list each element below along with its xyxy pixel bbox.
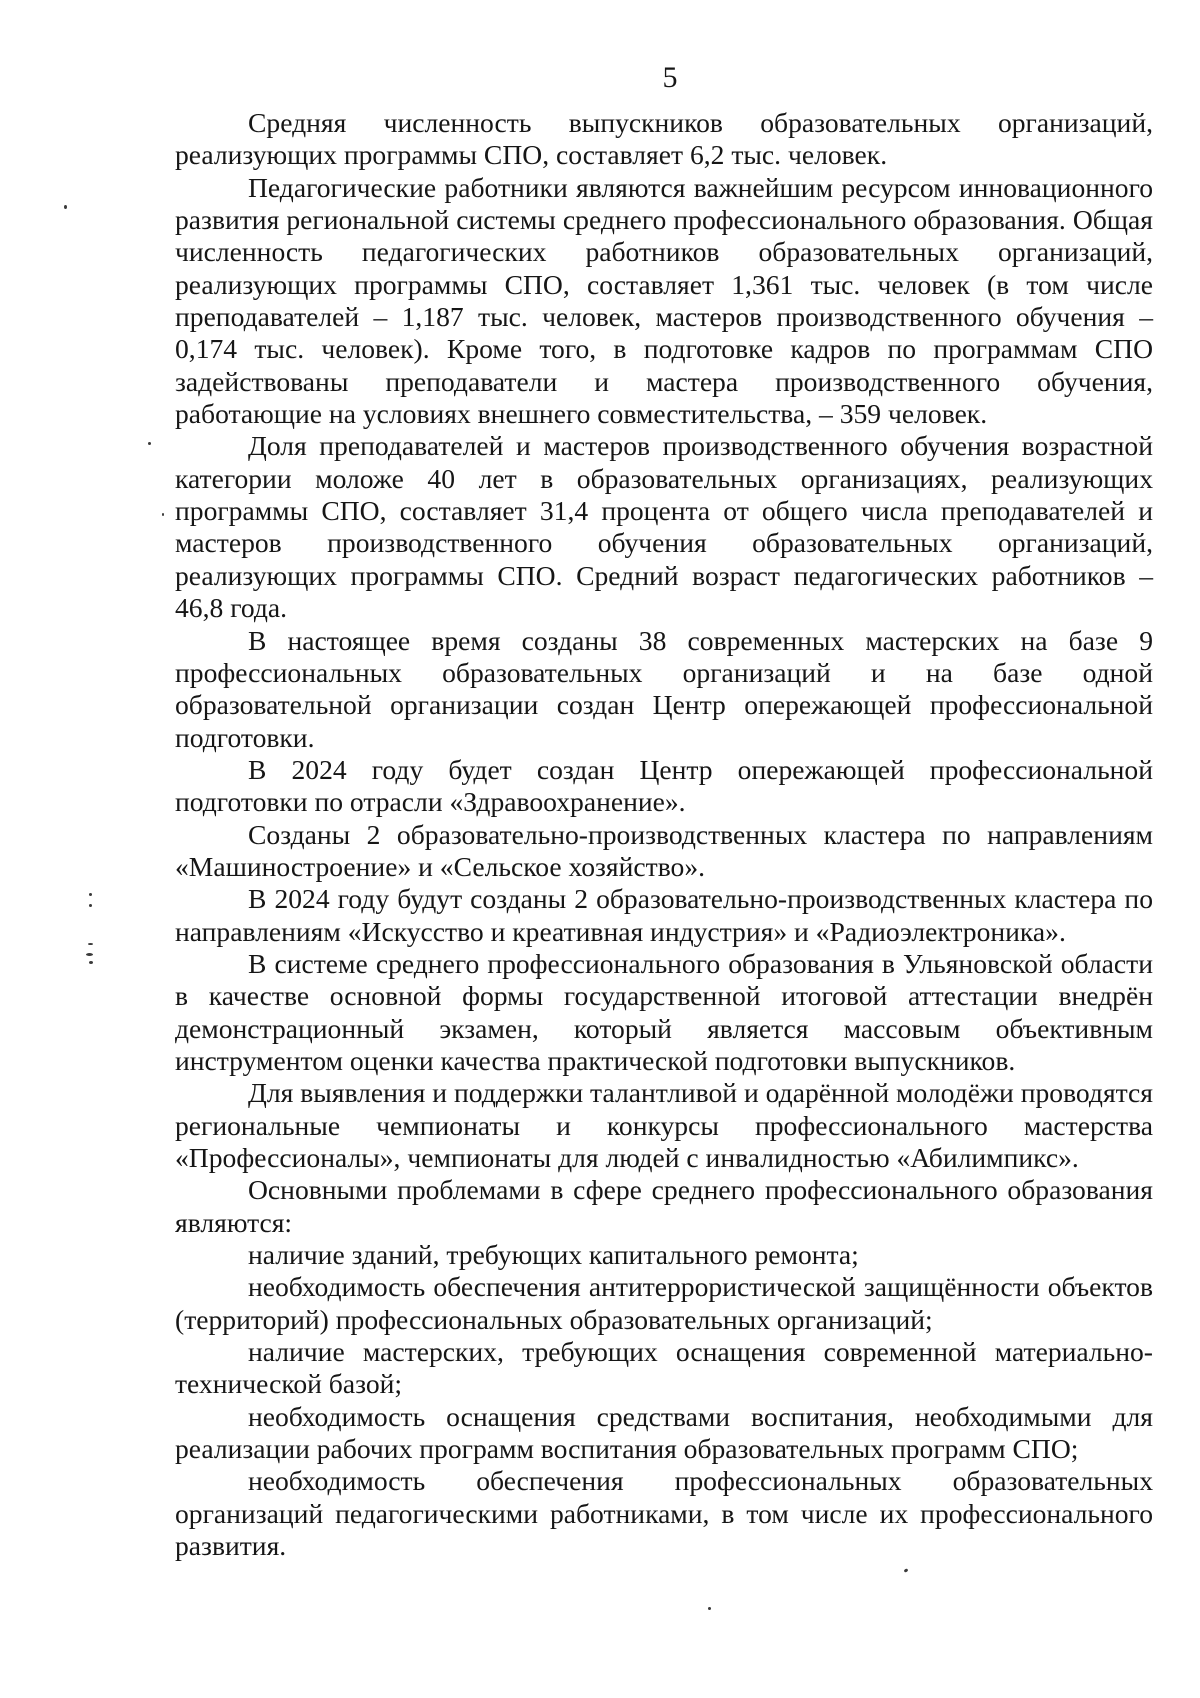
paragraph-demo-exam: В системе среднего профессионального образования в Ульяновской области в качестве основной формы государственной итоговой аттестации внедрён демонстрационный экзамен, который является массовым объективным инструментом оценки качества практической подготовки выпускников. xyxy=(175,947,1153,1076)
page-number: 5 xyxy=(662,61,678,94)
scan-speck xyxy=(64,205,67,209)
scan-speck xyxy=(708,1607,711,1610)
list-item-upbringing-tools: необходимость оснащения средствами воспитания, необходимыми для реализации рабочих программ воспитания образовательных программ СПО; xyxy=(175,1400,1153,1465)
paragraph-championships: Для выявления и поддержки талантливой и одарённой молодёжи проводятся региональные чемпионаты и конкурсы профессионального мастерства «Профессионалы», чемпионаты для людей с инвалидностью «Абилимпикс». xyxy=(175,1077,1153,1173)
paragraph-problems-intro: Основными проблемами в сфере среднего профессионального образования являются: xyxy=(175,1174,1153,1238)
paragraph-clusters-planned: В 2024 году будут созданы 2 образовательно-производственных кластера по направлениям «Искусство и креативная индустрия» и «Радиоэлектроника». xyxy=(175,883,1153,947)
paragraph-healthcare-center: В 2024 году будет создан Центр опережающей профессиональной подготовки по отрасли «Здравоохранение». xyxy=(175,753,1153,818)
scan-speck xyxy=(86,953,93,956)
list-item-workshops: наличие мастерских, требующих оснащения современной материально-технической базой; xyxy=(175,1336,1153,1400)
document-body xyxy=(175,107,1153,1562)
scan-speck xyxy=(904,1568,909,1573)
scan-speck xyxy=(148,442,151,445)
scan-speck xyxy=(88,943,93,945)
list-item-security: необходимость обеспечения антитеррористической защищённости объектов (территорий) профессиональных образовательных организаций; xyxy=(175,1271,1153,1335)
paragraph-teaching-staff: Педагогические работники являются важнейшим ресурсом инновационного развития региональной системы среднего профессионального образования. Общая численность педагогических работников образовательных организаций, реализующих программы СПО, составляет 1,361 тыс. человек (в том числе преподавателей – 1,187 тыс. человек, мастеров производственного обучения – 0,174 тыс. человек). Кроме того, в подготовке кадров по программам СПО задействованы преподаватели и мастера производственного обучения, работающие на условиях внешнего совместительства, – 359 человек. xyxy=(175,171,1153,430)
scan-speck xyxy=(89,893,92,896)
scan-speck xyxy=(89,961,93,964)
paragraph-staff-age: Доля преподавателей и мастеров производственного обучения возрастной категории моложе 40 лет в образовательных организациях, реализующих программы СПО, составляет 31,4 процента от общего числа преподавателей и мастеров производственного обучения образовательных организаций, реализующих программы СПО. Средний возраст педагогических работников – 46,8 года. xyxy=(175,430,1153,624)
paragraph-graduates: Средняя численность выпускников образовательных организаций, реализующих программы СПО, составляет 6,2 тыс. человек. xyxy=(175,107,1153,171)
paragraph-workshops: В настоящее время созданы 38 современных мастерских на базе 9 профессиональных образовательных организаций и на базе одной образовательной организации создан Центр опережающей профессиональной подготовки. xyxy=(175,624,1153,753)
paragraph-clusters-created: Созданы 2 образовательно-производственных кластера по направлениям «Машиностроение» и «Сельское хозяйство». xyxy=(175,818,1153,882)
list-item-buildings: наличие зданий, требующих капитального ремонта; xyxy=(248,1239,859,1271)
list-item-staffing: необходимость обеспечения профессиональных образовательных организаций педагогическими работниками, в том числе их профессионального развития. xyxy=(175,1465,1153,1562)
scan-speck xyxy=(162,513,164,516)
scan-speck xyxy=(89,904,92,907)
